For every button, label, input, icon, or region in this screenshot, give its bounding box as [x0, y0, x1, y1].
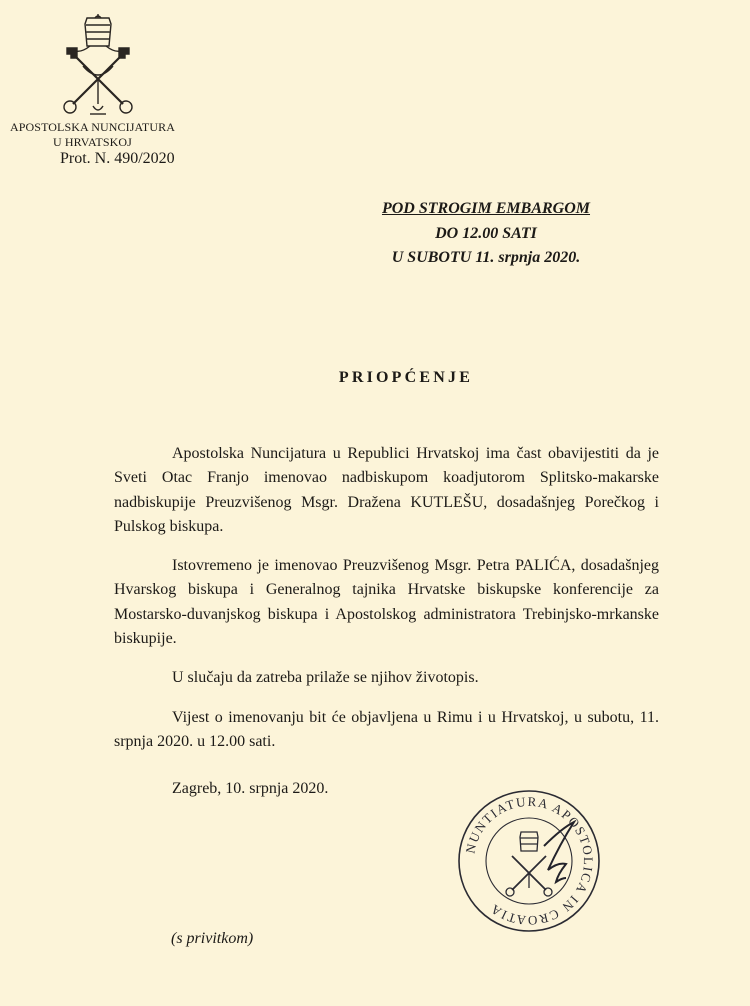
paragraph-2: Istovremeno je imenovao Preuzvišenog Msgr. Petra PALIĆA, dosadašnjeg Hvarskog biskupa i Generalnog tajnika Hrvatske biskupske konferencije za Mostarsko-duvanjskog biskupa i Apostolskog administratora Trebinjsko-mrkanske biskupije.	[114, 557, 659, 648]
paragraph-1: Apostolska Nuncijatura u Republici Hrvatskoj ima čast obavijestiti da je Sveti Otac Franjo imenovao nadbiskupom koadjutorom Splitsko-makarske nadbiskupije Preuzvišenog Msgr. Dražena KUTLEŠU, dosadašnjeg Porečkog i Pulskog biskupa.	[114, 445, 659, 535]
letterhead	[10, 120, 190, 150]
document-heading: PRIOPĆENJE	[338, 369, 474, 386]
embargo-line-1: POD STROGIM EMBARGOM	[381, 200, 591, 217]
embargo-line-2: DO 12.00 SATI	[435, 224, 537, 242]
letterhead-line-1: APOSTOLSKA NUNCIJATURA	[10, 120, 176, 134]
enclosure-note: (s privitkom)	[171, 930, 254, 947]
document-body	[114, 442, 659, 802]
letterhead-line-2: U HRVATSKOJ	[53, 135, 132, 149]
svg-text:NUNTIATURA APOSTOLICA IN CROAT: NUNTIATURA APOSTOLICA IN CROATIA	[462, 793, 597, 929]
paragraph-4: Vijest o imenovanju bit će objavljena u Rimu i u Hrvatskoj, u subotu, 11. srpnja 2020. u 12.00 sati.	[114, 708, 659, 750]
protocol-number: Prot. N. 490/2020	[60, 150, 175, 167]
embargo-notice	[330, 197, 642, 271]
papal-coat-of-arms-icon	[57, 14, 139, 118]
nunciature-seal-stamp-icon	[452, 784, 606, 938]
place-date: Zagreb, 10. srpnja 2020.	[172, 780, 329, 798]
embargo-line-3: U SUBOTU 11. srpnja 2020.	[391, 249, 581, 266]
paragraph-3: U slučaju da zatreba prilaže se njihov životopis.	[172, 669, 479, 687]
